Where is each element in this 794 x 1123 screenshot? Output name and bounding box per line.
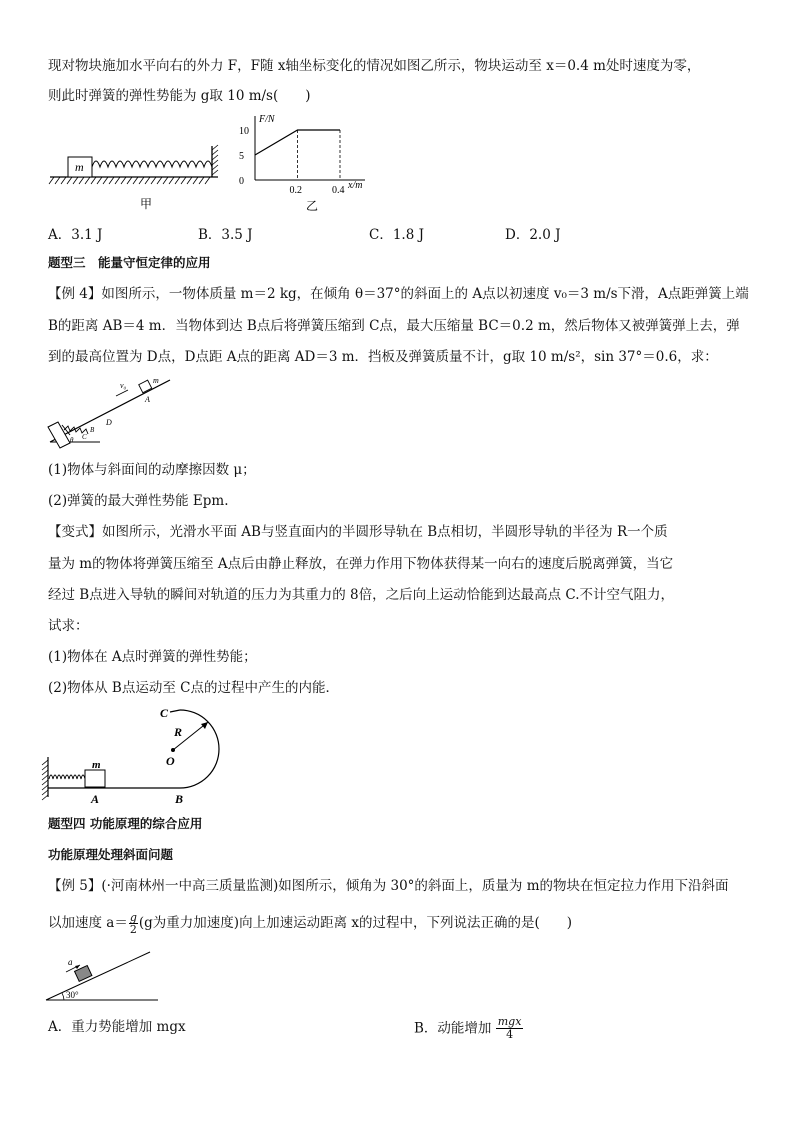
fraction <box>496 1016 524 1041</box>
figure-incline-spring <box>40 372 180 452</box>
chart-ylabel: F/N <box>259 114 275 125</box>
label-b: B <box>175 792 184 806</box>
option-b: B．3.5 J <box>198 227 253 243</box>
variant-text-line: 量为 m的物体将弹簧压缩至 A点后由静止释放，在弹力作用下物体获得某一向右的速度后脱离弹簧，当它 <box>48 556 674 572</box>
chart-ytick-label: 0 <box>239 176 244 187</box>
example-text-line <box>48 912 572 935</box>
figure-semicircle-track <box>40 702 240 810</box>
text-segment: 以加速度 a＝ <box>48 915 128 931</box>
example-text-line: B的距离 AB＝4 m．当物体到达 B点后将弹簧压缩到 C点，最大压缩量 BC＝0.2 m，然后物体又被弹簧弹上去，弹 <box>48 318 740 334</box>
variant-text-line: 经过 B点进入导轨的瞬间对轨道的压力为其重力的 8倍，之后向上运动恰能到达最高点 C.不计空气阻力， <box>48 587 675 603</box>
question-line: (2)物体从 B点运动至 C点的过程中产生的内能． <box>48 680 339 696</box>
label-a: A <box>145 395 150 404</box>
label-o: O <box>166 754 175 768</box>
label-c: C <box>160 706 169 720</box>
label-a: A <box>91 792 100 806</box>
label-b: B <box>90 426 95 434</box>
fraction-denominator: 2 <box>129 923 137 936</box>
fraction-denominator: 4 <box>506 1028 514 1041</box>
label-theta: θ <box>70 436 74 444</box>
label-a: a <box>68 957 73 967</box>
text-segment: B．动能增加 <box>414 1020 492 1037</box>
section-heading: 题型三 能量守恒定律的应用 <box>48 255 211 270</box>
chart-xlabel: x/m <box>348 180 363 191</box>
problem-text-line: 则此时弹簧的弹性势能为 g取 10 m/s( ) <box>48 88 311 104</box>
subsection-heading: 功能原理处理斜面问题 <box>48 847 174 862</box>
figure-jia <box>40 140 230 220</box>
option-a: A．重力势能增加 mgx <box>48 1019 186 1035</box>
label-m: m <box>92 759 101 771</box>
question-line: (1)物体在 A点时弹簧的弹性势能； <box>48 649 257 665</box>
label-d: D <box>106 418 112 427</box>
chart-ytick-label: 5 <box>239 151 244 162</box>
question-line: (1)物体与斜面间的动摩擦因数 μ； <box>48 462 256 478</box>
question-line: (2)弹簧的最大弹性势能 Epm. <box>48 493 229 509</box>
example-text-line: 【例 5】(·河南林州一中高三质量监测)如图所示，倾角为 30°的斜面上，质量为 m的物块在恒定拉力作用下沿斜面 <box>48 878 729 894</box>
block-mass-label: m <box>75 160 84 174</box>
fraction-numerator: g <box>129 911 137 924</box>
caption-jia: 甲 <box>140 197 153 211</box>
chart-xtick-label: 0.2 <box>289 185 302 196</box>
caption-yi: 乙 <box>306 199 319 213</box>
option-a: A．3.1 J <box>48 227 103 243</box>
chart-ytick-label: 10 <box>239 126 249 137</box>
chart-xtick-label: 0.4 <box>332 185 345 196</box>
label-m: m <box>153 376 159 385</box>
problem-text-line: 现对物块施加水平向右的外力 F，F随 x轴坐标变化的情况如图乙所示，物块运动至 x＝0.4 m处时速度为零， <box>48 58 701 74</box>
figure-yi-chart <box>230 110 380 220</box>
fraction <box>129 912 138 935</box>
option-c: C．1.8 J <box>369 227 425 243</box>
section-heading: 题型四 功能原理的综合应用 <box>48 816 203 831</box>
label-angle: 30° <box>66 990 79 1000</box>
option-b <box>414 1016 523 1041</box>
option-d: D．2.0 J <box>505 227 561 243</box>
label-v0: v₀ <box>120 381 127 390</box>
variant-text-line: 试求： <box>48 618 89 634</box>
figure-incline-30 <box>40 948 170 1008</box>
example-text-line: 【例 4】如图所示，一物体质量 m＝2 kg，在倾角 θ＝37°的斜面上的 A点以初速度 v₀＝3 m/s下滑，A点距弹簧上端 <box>48 286 749 302</box>
text-segment: (g为重力加速度)向上加速运动距离 x的过程中，下列说法正确的是( ) <box>138 915 573 931</box>
label-r: R <box>174 725 183 739</box>
label-c: C <box>82 433 87 441</box>
fraction-numerator: mgx <box>497 1015 522 1028</box>
variant-text-line: 【变式】如图所示，光滑水平面 AB与竖直面内的半圆形导轨在 B点相切，半圆形导轨的半径为 R一个质 <box>48 524 668 540</box>
example-text-line: 到的最高位置为 D点，D点距 A点的距离 AD＝3 m．挡板及弹簧质量不计，g取 10 m/s²，sin 37°＝0.6，求： <box>48 349 718 365</box>
